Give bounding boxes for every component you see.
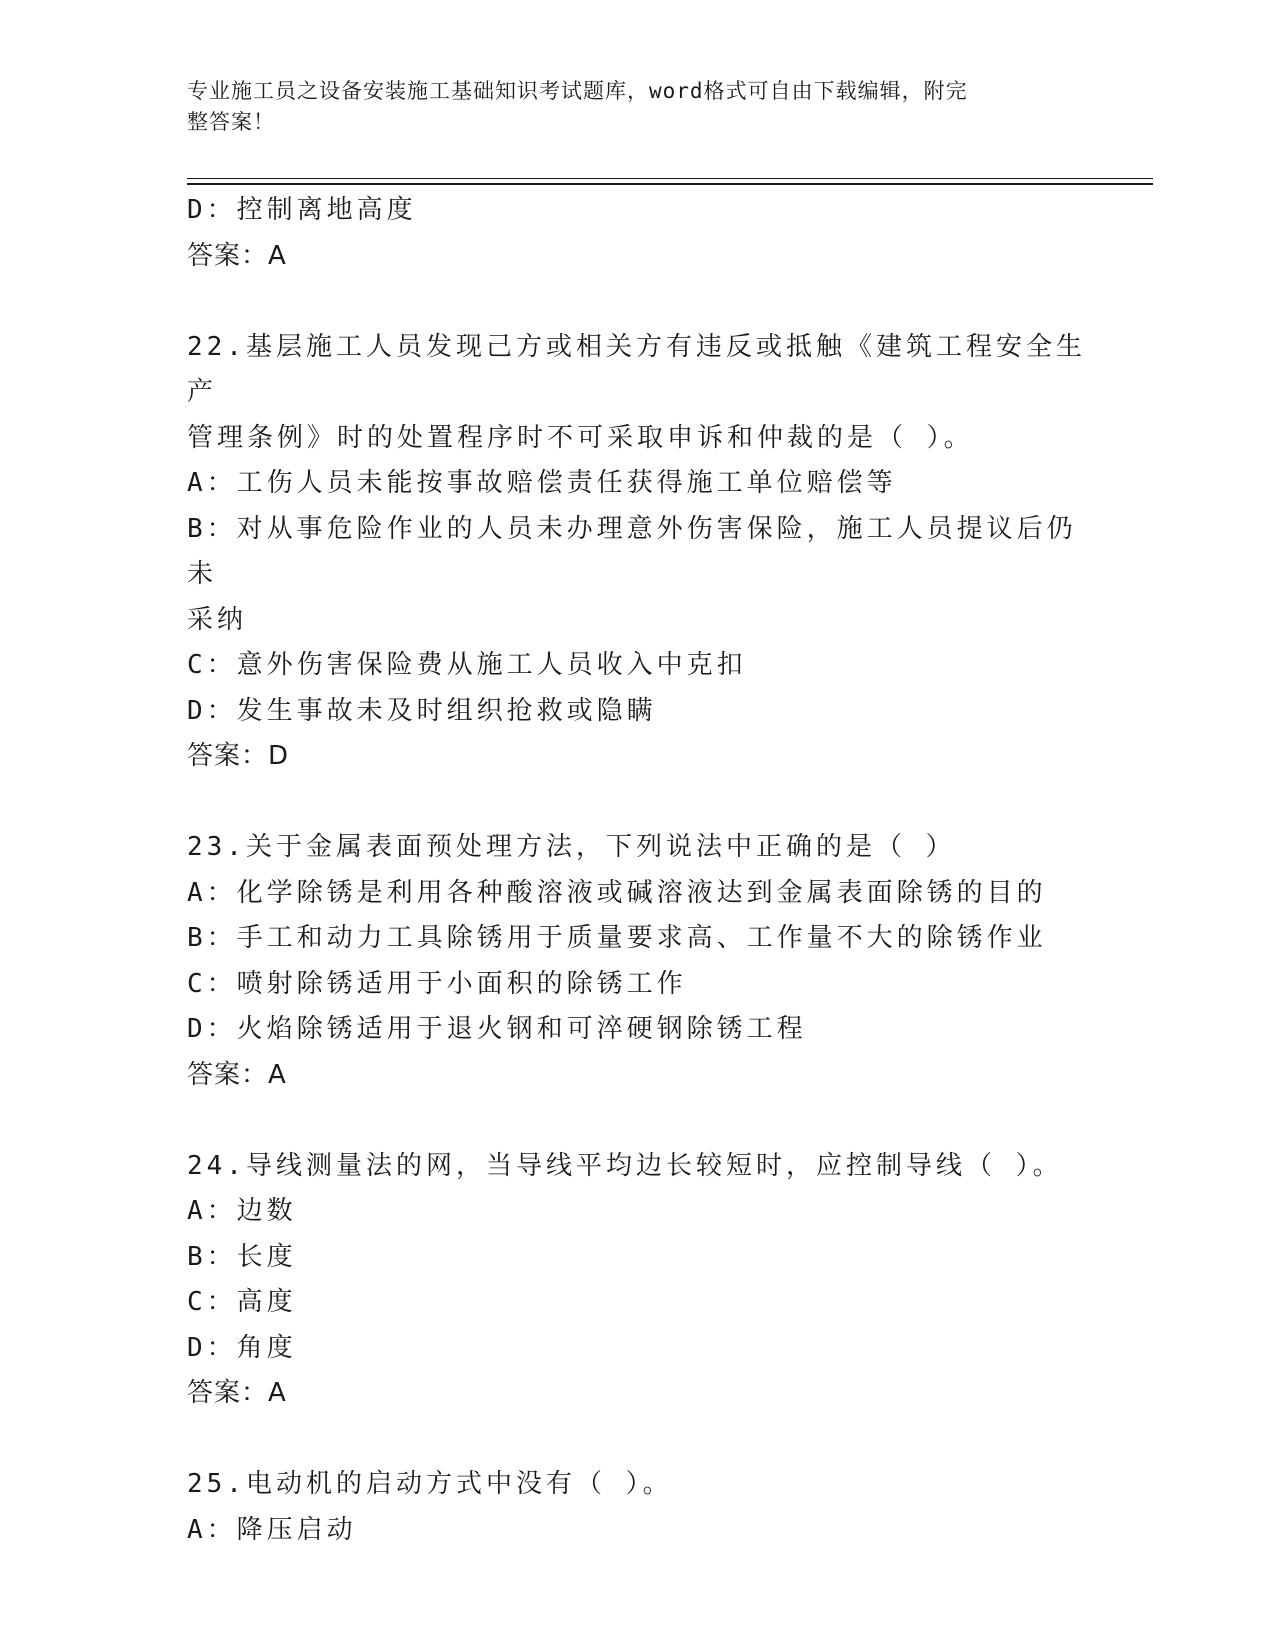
spacer [187,1098,1087,1144]
option-b: B：长度 [187,1241,297,1272]
question-fragment-21 [187,188,1087,279]
spacer [187,780,1087,826]
question-stem-continued: 管理条例》时的处置程序时不可采取申诉和仲裁的是（ ）。 [187,422,974,453]
spacer [187,1417,1087,1463]
option-b-continued: 采纳 [187,604,248,635]
option-d: D：控制离地高度 [187,195,417,225]
option-d: D：发生事故未及时组织抢救或隐瞒 [187,695,657,726]
question-22 [187,325,1087,780]
answer-line: 答案：A [187,1059,287,1090]
header-title-line-2: 整答案！ [187,110,275,134]
question-stem: 22.基层施工人员发现己方或相关方有违反或抵触《建筑工程安全生产 [187,331,1086,407]
option-c: C：喷射除锈适用于小面积的除锈工作 [187,968,687,999]
answer-line: 答案：D [187,741,290,771]
question-list [187,188,1087,1553]
option-b: B：手工和动力工具除锈用于质量要求高、工作量不大的除锈作业 [187,923,1047,953]
question-stem: 25.电动机的启动方式中没有（ ）。 [187,1469,673,1499]
answer-line: 答案：A [187,240,287,271]
document-header [187,76,1067,138]
question-23 [187,825,1087,1098]
question-stem: 23.关于金属表面预处理方法，下列说法中正确的是（ ） [187,832,956,862]
option-c: C：高度 [187,1287,297,1317]
question-stem: 24.导线测量法的网，当导线平均边长较短时，应控制导线（ ）。 [187,1150,1063,1181]
option-c: C：意外伤害保险费从施工人员收入中克扣 [187,650,747,680]
answer-line: 答案：A [187,1378,287,1408]
option-d: D：火焰除锈适用于退火钢和可淬硬钢除锈工程 [187,1014,807,1044]
option-a: A：降压启动 [187,1514,357,1545]
option-d: D：角度 [187,1332,297,1363]
question-24 [187,1144,1087,1417]
header-title-line-1: 专业施工员之设备安装施工基础知识考试题库，word格式可自由下载编辑，附完 [187,79,968,103]
header-divider-thin [187,178,1153,179]
option-a: A：工伤人员未能按事故赔偿责任获得施工单位赔偿等 [187,468,897,498]
option-a: A：边数 [187,1196,297,1226]
question-25 [187,1462,1087,1553]
spacer [187,279,1087,325]
header-divider-thick [187,183,1153,185]
option-a: A：化学除锈是利用各种酸溶液或碱溶液达到金属表面除锈的目的 [187,877,1047,908]
option-b: B：对从事危险作业的人员未办理意外伤害保险，施工人员提议后仍未 [187,513,1077,589]
